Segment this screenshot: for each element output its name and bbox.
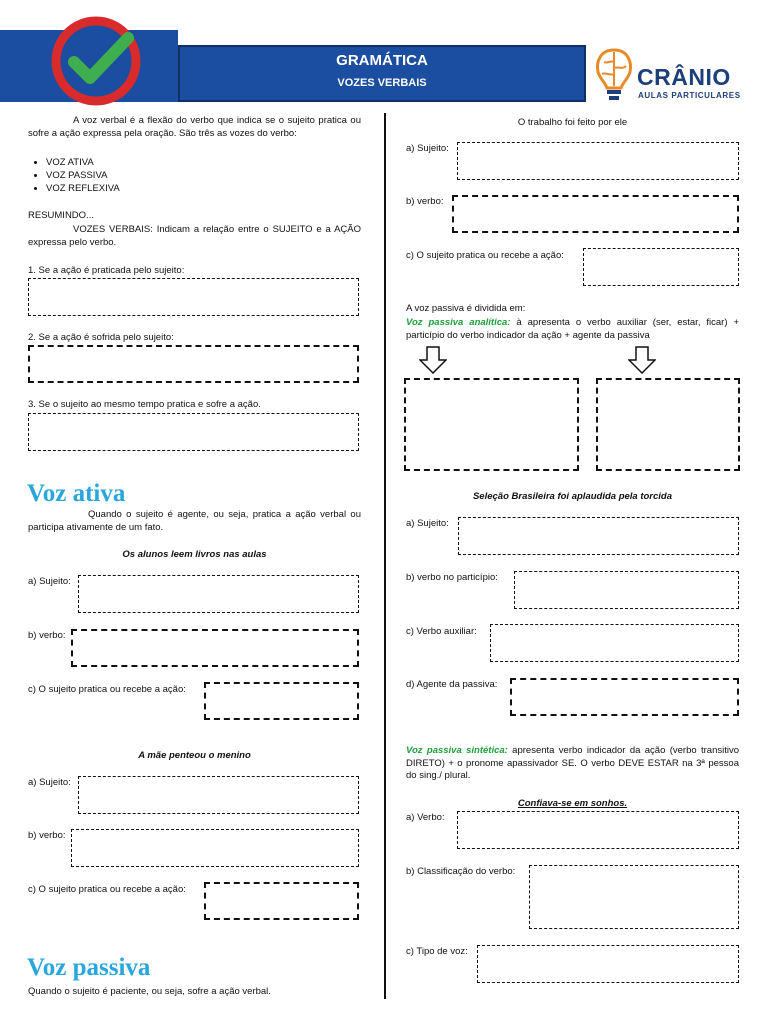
list-item: • VOZ PASSIVA [46,169,120,182]
ex4-subject-box[interactable] [458,517,739,555]
ex5-voice-type-label: c) Tipo de voz: [406,946,468,957]
down-arrow-icon [419,346,447,374]
ex4-participle-box[interactable] [514,571,739,609]
list-item: • VOZ REFLEXIVA [46,182,120,195]
ex2-verb-box[interactable] [71,829,359,867]
question-2: 2. Se a ação é sofrida pelo sujeito: [28,332,174,343]
analitica-text: à apresenta o verbo auxiliar (ser, estar, ficar) + particípio do verbo indicador da ação + agente da passiva [406,317,739,341]
ex2-action-label: c) O sujeito pratica ou recebe a ação: [28,884,186,895]
check-badge-icon [46,14,152,110]
answer-box-2[interactable] [28,345,359,383]
ex5-classification-box[interactable] [529,865,739,929]
ex4-subject-label: a) Sujeito: [406,518,449,529]
ex4-auxiliary-box[interactable] [490,624,739,662]
analitica-box-right[interactable] [596,378,740,471]
intro-paragraph: A voz verbal é a flexão do verbo que indica se o sujeito pratica ou sofre a ação expressa pela oração. São três as vozes do verbo: [28,115,361,139]
sintetica-paragraph [406,745,739,783]
ex4-agent-label: d) Agente da passiva: [406,679,498,690]
ex4-auxiliary-label: c) Verbo auxiliar: [406,626,477,637]
ex2-subject-box[interactable] [78,776,359,814]
brain-lightbulb-icon [592,46,636,102]
voz-ativa-heading: Voz ativa [27,480,126,507]
ex5-voice-type-box[interactable] [477,945,739,983]
column-divider [384,113,386,999]
ex3-action-box[interactable] [583,248,739,286]
ex3-subject-box[interactable] [457,142,739,180]
ex3-verb-box[interactable] [452,195,739,233]
ex1-action-label: c) O sujeito pratica ou recebe a ação: [28,684,186,695]
ex5-verb-label: a) Verbo: [406,812,445,823]
voz-passiva-heading: Voz passiva [27,954,151,981]
ex1-subject-label: a) Sujeito: [28,576,71,587]
sintetica-label: Voz passiva sintética: [406,745,508,756]
question-1: 1. Se a ação é praticada pelo sujeito: [28,265,185,276]
sintetica-text: apresenta verbo indicador da ação (verbo transitivo DIRETO) + o pronome apassivador SE. O verbo DEVE ESTAR na 3ª pessoa do sing./ plural. [406,745,740,781]
voz-passiva-definition: Quando o sujeito é paciente, ou seja, sofre a ação verbal. [28,986,271,997]
list-item: • VOZ ATIVA [46,156,120,169]
brand-name: CRÂNIO [637,64,731,90]
example-5-sentence: Confiava-se em sonhos. [517,798,628,809]
ex2-verb-label: b) verbo: [28,830,66,841]
header-title: GRAMÁTICA [336,52,428,69]
ex4-agent-box[interactable] [510,678,739,716]
example-3-sentence: O trabalho foi feito por ele [517,117,628,128]
ex4-participle-label: b) verbo no particípio: [406,572,498,583]
example-4-sentence: Seleção Brasileira foi aplaudida pela torcida [472,491,673,502]
ex5-classification-label: b) Classificação do verbo: [406,866,516,877]
down-arrow-icon [628,346,656,374]
ex3-verb-label: b) verbo: [406,196,444,207]
ex1-subject-box[interactable] [78,575,359,613]
voz-ativa-definition: Quando o sujeito é agente, ou seja, pratica a ação verbal ou participa ativamente de um fato. [28,509,361,533]
voice-list [28,156,120,195]
answer-box-3[interactable] [28,413,359,451]
header-subtitle: VOZES VERBAIS [337,77,427,89]
vozes-definition: VOZES VERBAIS: Indicam a relação entre o SUJEITO e a AÇÃO expressa pelo verbo. [28,224,361,248]
ex1-action-box[interactable] [204,682,359,720]
divided-text: A voz passiva é dividida em: [406,303,526,314]
example-1-sentence: Os alunos leem livros nas aulas [122,549,267,560]
example-2-sentence: A mãe penteou o menino [138,750,251,761]
analitica-box-left[interactable] [404,378,579,471]
ex2-subject-label: a) Sujeito: [28,777,71,788]
ex5-verb-box[interactable] [457,811,739,849]
ex1-verb-label: b) verbo: [28,630,66,641]
ex2-action-box[interactable] [204,882,359,920]
ex1-verb-box[interactable] [71,629,359,667]
question-3: 3. Se o sujeito ao mesmo tempo pratica e sofre a ação. [28,399,261,410]
brand-subtitle: AULAS PARTICULARES [638,91,741,100]
answer-box-1[interactable] [28,278,359,316]
ex3-subject-label: a) Sujeito: [406,143,449,154]
analitica-label: Voz passiva analítica: [406,317,511,328]
analitica-paragraph [406,317,739,342]
ex3-action-label: c) O sujeito pratica ou recebe a ação: [406,250,564,261]
resumindo-label: RESUMINDO... [28,210,94,221]
